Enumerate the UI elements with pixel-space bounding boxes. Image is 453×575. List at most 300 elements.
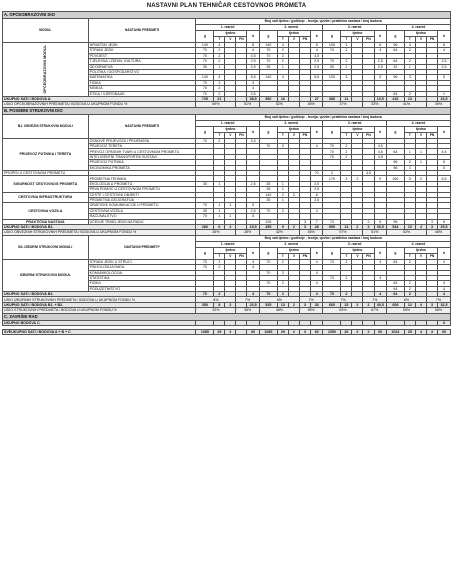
percent-cell: 7% [363, 297, 386, 302]
practice-header: PN [236, 37, 247, 43]
theory-header: T [404, 132, 415, 138]
percent-cell: 7% [236, 297, 259, 302]
value-cell: 64 [386, 91, 404, 96]
value-cell: 9 [374, 176, 386, 181]
value-cell: 140 [259, 75, 277, 80]
practice-header: PN [236, 132, 247, 138]
module-name: IZBORNI STRUKOVNI MODUL [3, 259, 89, 291]
grade-header: 3. razred [323, 25, 387, 31]
value-cell: 70 [196, 138, 214, 143]
grade-header: 1. razred [196, 120, 260, 126]
yearly-hours-header: g [323, 126, 341, 138]
value-cell: 2 [214, 86, 225, 91]
value-cell: 3 [341, 176, 352, 181]
subject-name: PRIJEVOZ TERETA [88, 144, 196, 149]
module-name: SIGURNOST CESTOVNOG PROMETA [3, 176, 89, 192]
section-b-header [3, 107, 451, 114]
value-cell: 3,5 [247, 91, 259, 96]
value-cell: 2,5 [247, 64, 259, 69]
value-cell: 3 [404, 165, 415, 170]
yearly-hours-header: g [386, 126, 404, 138]
value-cell: 13 [341, 224, 352, 229]
value-cell: 28 [310, 224, 322, 229]
percent-cell: 63% [323, 308, 363, 313]
practice-header: PN [426, 37, 437, 43]
value-cell: 4 [214, 75, 225, 80]
percent-cell: 26% [196, 230, 236, 235]
value-cell: 2 [341, 275, 352, 280]
value-cell: 70 [323, 275, 341, 280]
value-cell: 2 [225, 330, 236, 335]
value-cell: 2 [214, 48, 225, 53]
subject-name: EKONOMIKA PROMETA [88, 165, 196, 170]
value-cell: 6 [438, 43, 451, 48]
value-cell: 10 [404, 224, 415, 229]
value-cell: 6 [438, 320, 451, 325]
value-cell: 5 [247, 214, 259, 219]
value-cell: 160 [386, 176, 404, 181]
value-cell: 6,5 [438, 176, 451, 181]
value-cell: 96 [386, 165, 404, 170]
value-cell: 40,5 [374, 302, 386, 307]
section-a-header [3, 12, 451, 19]
hours-caption: Broj sati tjedno / godišnje - teorija, vježbe i praktična nastava / broj bodova [196, 235, 451, 241]
value-cell: 4 [438, 259, 451, 264]
grade-header: 4. razred [386, 25, 450, 31]
value-cell: 19,5 [374, 96, 386, 101]
value-cell: 70 [196, 80, 214, 85]
subject-name: MATEMATIKA [88, 75, 196, 80]
value-cell: 35 [259, 187, 277, 192]
subject-name: EKOLOGIJA U PROMETU [88, 181, 196, 186]
value-cell: 70 [196, 292, 214, 297]
value-cell: 5,5 [310, 75, 322, 80]
value-cell: 2 [214, 91, 225, 96]
section-a-header-label: A. OPĆEOBRAZOVNI DIO [3, 12, 451, 19]
percent-cell: 32% [196, 308, 236, 313]
grade-header: 1. razred [196, 25, 260, 31]
value-cell: 2,5 [438, 64, 451, 69]
value-cell: 1 [277, 197, 288, 202]
value-cell: 4,5 [247, 138, 259, 143]
points-header: b [310, 247, 322, 259]
percent-cell: 52% [386, 230, 426, 235]
theory-header: T [404, 37, 415, 43]
value-cell: 60 [247, 330, 259, 335]
value-cell: 70 [259, 59, 277, 64]
value-cell: 70 [259, 292, 277, 297]
section-b-header-label: B. POSEBNI STRUKOVNI DIO [3, 107, 451, 114]
weekly-header: tjedno [404, 126, 437, 132]
practice-header: PN [363, 253, 374, 259]
value-cell: 105 [323, 43, 341, 48]
percent-cell: 45% [299, 230, 322, 235]
percent-cell: 48% [259, 308, 299, 313]
percent-cell: 6% [259, 297, 299, 302]
value-cell: 70 [259, 48, 277, 53]
value-cell: 1024 [386, 330, 404, 335]
weekly-header: tjedno [277, 126, 310, 132]
value-cell: 70 [259, 53, 277, 58]
value-cell: 2 [214, 138, 225, 143]
hours-caption: Broj sati tjedno / godišnje - teorija, vježbe i praktična nastava / broj bodova [196, 19, 451, 25]
grand-total-row-label: SVEUKUPNO SATI / BODOVA A + B + C [3, 330, 196, 335]
theory-header: T [341, 253, 352, 259]
value-cell: 140 [259, 43, 277, 48]
value-cell: 70 [196, 91, 214, 96]
value-cell: 3 [341, 75, 352, 80]
weekly-header: tjedno [277, 31, 310, 37]
subject-name: CESTE I CESTOVNI OBJEKTI [88, 192, 196, 197]
value-cell: 96 [386, 219, 404, 224]
value-cell: 3 [299, 224, 310, 229]
value-cell: 2 [277, 281, 288, 286]
value-cell: 1 [214, 64, 225, 69]
percent-cell: 6% [386, 297, 426, 302]
percent-cell: 67% [363, 308, 386, 313]
value-cell: 2 [277, 144, 288, 149]
value-cell: 140 [259, 192, 277, 197]
total-b12-row-label: UKUPNO SATI / BODOVA B1. + B2. [3, 302, 196, 307]
weekly-header: tjedno [404, 247, 437, 253]
points-header: b [310, 31, 322, 43]
value-cell: 29 [277, 330, 288, 335]
value-cell: 175 [323, 176, 341, 181]
value-cell: 2 [288, 330, 299, 335]
value-cell: 2 [404, 59, 415, 64]
practice-header: PN [426, 132, 437, 138]
value-cell: 2,5 [247, 181, 259, 186]
percent-cell: 55% [299, 308, 322, 313]
value-cell: 2 [277, 270, 288, 275]
exercise-header: V [415, 37, 426, 43]
value-cell: 2 [225, 224, 236, 229]
subject-name: KOMUNIKOLOGIJA [88, 270, 196, 275]
value-cell: 70 [323, 48, 341, 53]
practice-header: PN [299, 37, 310, 43]
module-general-label: OPĆEOBRAZOVNI MODUL [43, 44, 48, 94]
module-name: PRAKTIČNA NASTAVA [3, 219, 89, 224]
value-cell: 416 [386, 96, 404, 101]
subject-name: OSNOVE PRIJEVOZA I PRIJENOSA [88, 138, 196, 143]
value-cell: 4 [214, 43, 225, 48]
hours-caption: Broj sati tjedno / godišnje - teorija, vježbe i praktična nastava / broj bodova [196, 114, 451, 120]
points-header: b [438, 247, 451, 259]
value-cell: 70 [323, 154, 341, 159]
subject-name: PREVOZ OPASNIH TVARI U CESTOVNOM PROMETU [88, 149, 196, 154]
value-cell: 4 [310, 208, 322, 213]
value-cell: 70 [323, 292, 341, 297]
value-cell: 6 [438, 219, 451, 224]
value-cell: 64 [386, 286, 404, 291]
subject-name: POVIJEST [88, 53, 196, 58]
percent-cell: 42% [259, 230, 299, 235]
value-cell: 2,5 [247, 59, 259, 64]
value-cell: 3 [299, 219, 310, 224]
weekly-header: tjedno [214, 31, 247, 37]
subject-name: GRAFIČKE KOMUNIKACIJE U PROMETU [88, 203, 196, 208]
percent-cell: 28% [236, 230, 259, 235]
value-cell: 2 [277, 192, 288, 197]
value-cell: 38,5 [247, 96, 259, 101]
section-c-header-label: C. ZAVRŠNI RAD [3, 313, 451, 320]
section-c-header [3, 313, 451, 320]
yearly-hours-header: g [196, 31, 214, 43]
theory-header: T [404, 253, 415, 259]
module-general [3, 43, 89, 97]
value-cell: 16 [277, 96, 288, 101]
points-header: b [310, 126, 322, 138]
value-cell: 4,5 [374, 149, 386, 154]
value-cell: 70 [196, 265, 214, 270]
yearly-hours-header: g [196, 247, 214, 259]
theory-header: T [341, 37, 352, 43]
value-cell: 70 [323, 259, 341, 264]
value-cell: 2 [277, 259, 288, 264]
value-cell: 735 [196, 96, 214, 101]
value-cell: 4 [374, 275, 386, 280]
theory-header: T [214, 132, 225, 138]
value-cell: 8 [310, 43, 322, 48]
theory-header: T [214, 253, 225, 259]
value-cell: 525 [259, 302, 277, 307]
curriculum-table [2, 11, 451, 335]
value-cell: 13 [277, 302, 288, 307]
subject-name: PROMETNA GEOGRAFIJA [88, 197, 196, 202]
value-cell: 6 [374, 43, 386, 48]
value-cell: 4 [415, 224, 426, 229]
value-cell: 70 [196, 203, 214, 208]
subject-name: PSIHOLOGIJA RADA [88, 265, 196, 270]
value-cell: 70 [310, 171, 322, 176]
value-cell: 1 [225, 214, 236, 219]
points-header: b [247, 31, 259, 43]
yearly-hours-header: g [323, 247, 341, 259]
value-cell: 8 [214, 302, 225, 307]
subject-name: STRANI JEZIK U STRUCI [88, 259, 196, 264]
module-name: PRIJEVOZ PUTNIKA I TERETA [3, 138, 89, 170]
value-cell: 4 [438, 286, 451, 291]
percent-b1-row-label: UDIO OBVEZNIH STRUKOVNIH PREDMETA / BODOVA U UKUPNOM FONDU % [3, 230, 196, 235]
value-cell: 30,5 [374, 224, 386, 229]
value-cell: 3 [299, 330, 310, 335]
value-cell: 4,5 [247, 53, 259, 58]
value-cell: 140 [196, 43, 214, 48]
value-cell: 35 [196, 181, 214, 186]
weekly-header: tjedno [341, 247, 374, 253]
value-cell: 2 [277, 59, 288, 64]
value-cell: 1 [438, 91, 451, 96]
grade-header: 4. razred [386, 120, 450, 126]
value-cell: 2 [341, 149, 352, 154]
value-cell: 2 [277, 292, 288, 297]
value-cell: 2 [415, 176, 426, 181]
value-cell: 70 [323, 59, 341, 64]
percent-b12-row-label: UDIO STRUKOVNIH PREDMETA / BODOVA U UKUPNOM FONDU % [3, 308, 196, 313]
points-header: b [374, 31, 386, 43]
practice-header: PN [299, 253, 310, 259]
value-cell: 70 [259, 281, 277, 286]
grade-header: 3. razred [323, 120, 387, 126]
subject-name: PROMETNA TEHNIKA [88, 176, 196, 181]
percent-cell: 58% [426, 308, 450, 313]
weekly-header: tjedno [277, 247, 310, 253]
value-cell: 19,5 [247, 224, 259, 229]
percent-cell: 38% [236, 308, 259, 313]
value-cell: 385 [323, 96, 341, 101]
theory-header: T [277, 253, 288, 259]
value-cell: 11 [341, 96, 352, 101]
weekly-header: tjedno [214, 126, 247, 132]
value-cell: 1 [404, 149, 415, 154]
points-header: b [247, 247, 259, 259]
total-c-row-label: UKUPNO BODOVA C. [3, 320, 196, 325]
subject-name: PROPISI U CESTOVNOM PROMETU [3, 171, 89, 176]
value-cell: 105 [323, 75, 341, 80]
value-cell: 2,5 [438, 59, 451, 64]
value-cell: 105 [259, 219, 277, 224]
value-cell: 23,5 [438, 96, 451, 101]
value-cell: 350 [196, 302, 214, 307]
value-cell: 64 [386, 281, 404, 286]
value-cell: 3 [404, 43, 415, 48]
value-cell: 1 [214, 208, 225, 213]
value-cell: 4 [247, 265, 259, 270]
value-cell: 29 [214, 330, 225, 335]
value-cell: 4 [415, 302, 426, 307]
points-header: b [438, 31, 451, 43]
exercise-header: V [225, 132, 236, 138]
theory-header: T [277, 37, 288, 43]
yearly-hours-header: g [259, 126, 277, 138]
value-cell: 2 [214, 53, 225, 58]
points-header: b [438, 126, 451, 138]
value-cell: 2 [214, 292, 225, 297]
value-cell: 4,5 [310, 53, 322, 58]
value-cell: 2 [352, 302, 363, 307]
value-cell: 2 [404, 91, 415, 96]
value-cell: 26 [341, 330, 352, 335]
value-cell: 2 [288, 224, 299, 229]
value-cell: 2 [341, 59, 352, 64]
exercise-header: V [288, 37, 299, 43]
value-cell: 4 [277, 43, 288, 48]
subject-name: UČENJE TEMELJENO NA RADU [88, 219, 196, 224]
subject-name: FIZIKA [88, 281, 196, 286]
value-cell: 2 [341, 259, 352, 264]
grade-header: 2. razred [259, 120, 323, 126]
value-cell: 4 [374, 48, 386, 53]
theory-header: T [277, 132, 288, 138]
yearly-hours-header: g [259, 31, 277, 43]
weekly-header: tjedno [341, 126, 374, 132]
value-cell: 5 [374, 75, 386, 80]
value-cell: 3 [299, 302, 310, 307]
value-cell: 140 [196, 75, 214, 80]
grade-header: 4. razred [386, 241, 450, 247]
weekly-header: tjedno [341, 31, 374, 37]
yearly-hours-header: g [196, 126, 214, 138]
value-cell: 96 [386, 43, 404, 48]
subject-name: GEOGRAFIJA [88, 64, 196, 69]
subject-column-header: NASTAVNI PREDMETI* [88, 235, 196, 259]
value-cell: 4 [310, 292, 322, 297]
practice-header: PN [363, 37, 374, 43]
value-cell: 23,5 [247, 302, 259, 307]
value-cell: 2 [341, 292, 352, 297]
value-cell: 1 [277, 187, 288, 192]
value-cell: 70 [323, 219, 341, 224]
yearly-hours-header: g [323, 31, 341, 43]
practice-header: PN [363, 132, 374, 138]
subject-name: STRANI JEZIK [88, 48, 196, 53]
value-cell: 8 [247, 43, 259, 48]
page-title: NASTAVNI PLAN TEHNIČAR CESTOVNOG PROMETA [146, 3, 307, 9]
value-cell: 5 [374, 219, 386, 224]
value-cell: 70 [196, 259, 214, 264]
value-cell: 2 [214, 259, 225, 264]
yearly-hours-header: g [259, 247, 277, 259]
value-cell: 1 [415, 149, 426, 154]
percent-cell: 7% [426, 297, 450, 302]
percent-cell: 51% [363, 230, 386, 235]
value-cell: 15 [341, 302, 352, 307]
value-cell: 35 [323, 64, 341, 69]
curriculum-page [2, 2, 451, 335]
value-cell: 29,5 [438, 224, 451, 229]
value-cell: 3 [341, 43, 352, 48]
value-cell: 4 [310, 281, 322, 286]
value-cell: 35 [196, 64, 214, 69]
value-cell: 4 [438, 281, 451, 286]
value-cell: 70 [196, 214, 214, 219]
value-cell: 2 [404, 259, 415, 264]
value-cell: 5 [438, 75, 451, 80]
value-cell: 96 [386, 160, 404, 165]
value-cell: 70 [196, 86, 214, 91]
value-cell: 9 [277, 224, 288, 229]
value-cell: 1 [341, 64, 352, 69]
value-cell: 32,5 [438, 302, 451, 307]
value-cell: 2 [363, 302, 374, 307]
value-cell: 4 [247, 80, 259, 85]
value-cell: 2 [404, 292, 415, 297]
exercise-header: V [415, 253, 426, 259]
value-cell: 1 [214, 214, 225, 219]
value-cell: 2 [323, 171, 341, 176]
value-cell: 60 [374, 330, 386, 335]
value-cell: 32 [386, 64, 404, 69]
subject-name: HRVATSKI JEZIK [88, 43, 196, 48]
value-cell: 4,5 [438, 149, 451, 154]
percent-cell: 41% [386, 102, 426, 107]
percent-cell: 48% [426, 230, 450, 235]
subject-name: CESTOVNA VOZILA [88, 208, 196, 213]
value-cell: 2,5 [247, 208, 259, 213]
value-cell: 3 [426, 330, 437, 335]
value-cell: 4 [247, 292, 259, 297]
value-cell: 608 [386, 302, 404, 307]
value-cell: 2 [277, 53, 288, 58]
value-cell: 2 [404, 281, 415, 286]
percent-cell: 7% [299, 297, 322, 302]
value-cell: 2,5 [310, 197, 322, 202]
value-cell: 4 [247, 86, 259, 91]
yearly-hours-header: g [386, 247, 404, 259]
value-cell: 4 [310, 270, 322, 275]
exercise-header: V [352, 132, 363, 138]
exercise-header: V [415, 132, 426, 138]
